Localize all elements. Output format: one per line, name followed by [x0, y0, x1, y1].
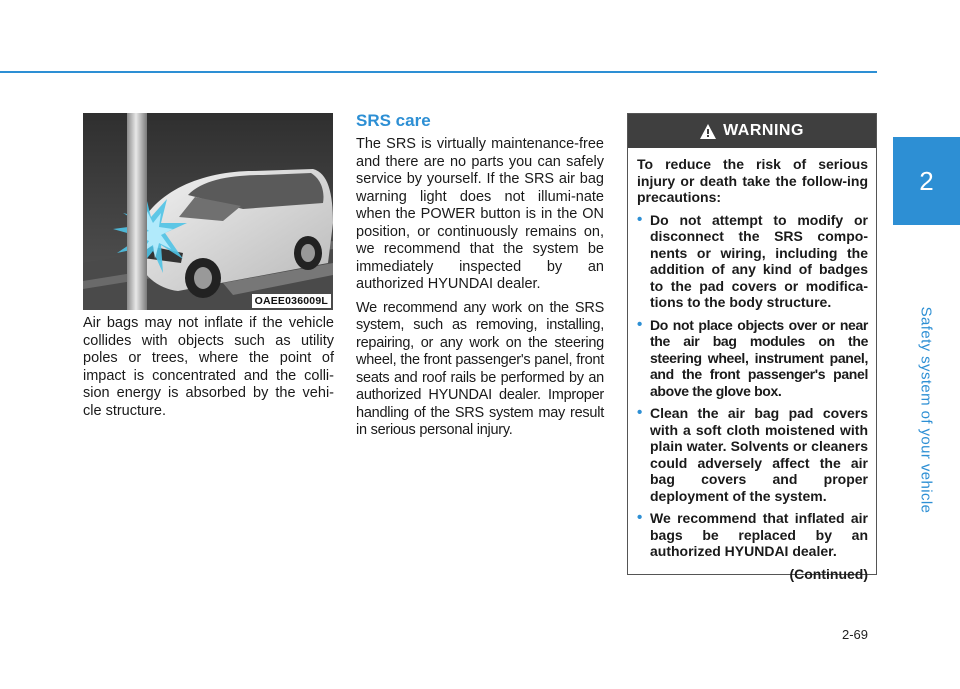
warning-header — [628, 114, 876, 148]
warning-body — [628, 148, 876, 582]
page-number: 2-69 — [842, 627, 869, 642]
section-paragraph: The SRS is virtually maintenance-free and there are no parts you can safely service by yourself. If the SRS air bag warning light does not illumi-nate when the POWER button is in the ON position, or continuously remains on, we recommend that the system be immediately inspected by an authorized HYUNDAI dealer. — [356, 136, 604, 292]
warning-continued: (Continued) — [789, 565, 868, 582]
section-paragraph: We recommend any work on the SRS system, such as removing, installing, repairing, or any work on the steering wheel, the front passenger's panel, front seats and roof rails be performed by an authorized HYUNDAI dealer. Improper handling of the SRS system may result in serious personal injury. — [356, 299, 604, 438]
car-pole-impact-image — [83, 113, 333, 310]
warning-item: • We recommend that inflated air bags be replaced by an authorized HYUNDAI dealer. — [637, 509, 868, 559]
warning-box — [627, 113, 877, 582]
figure-caption: Air bags may not inflate if the vehicle collides with objects such as utility poles or trees, where the point of impact is concentrated and the colli-sion energy is absorbed by the vehi-cle structure. — [83, 315, 334, 419]
chapter-title: Safety system of your vehicle — [917, 306, 935, 514]
airbag-illustration — [83, 113, 333, 310]
chapter-number-tab[interactable]: 2 — [893, 137, 960, 225]
bullet-icon: • — [637, 315, 642, 333]
warning-label: WARNING — [723, 122, 804, 139]
warning-item: • Do not place objects over or near the air bag modules on the steering wheel, instrument panel, and the front passenger's panel above the glove box. — [637, 315, 868, 399]
bullet-icon: • — [637, 404, 643, 421]
bullet-icon: • — [637, 210, 643, 228]
section-title: SRS care — [356, 111, 431, 130]
warning-triangle-icon — [700, 124, 716, 139]
warning-item: • Clean the air bag pad covers with a soft cloth moistened with plain water. Solvents or cleaners could adversely affect the air bag covers and proper deployment of the system. — [637, 404, 868, 504]
header-rule — [0, 71, 877, 73]
section-body — [356, 136, 604, 446]
figure-code: OAEE036009L — [252, 294, 331, 308]
bullet-icon: • — [637, 509, 643, 526]
warning-intro: To reduce the risk of serious injury or death take the follow-ing precautions: — [637, 156, 868, 205]
warning-item: • Do not attempt to modify or disconnect the SRS compo-nents or wiring, including the addition of any kind of badges to the pad covers or modifica-tions to the body structure. — [637, 210, 868, 310]
warning-list — [637, 212, 868, 560]
